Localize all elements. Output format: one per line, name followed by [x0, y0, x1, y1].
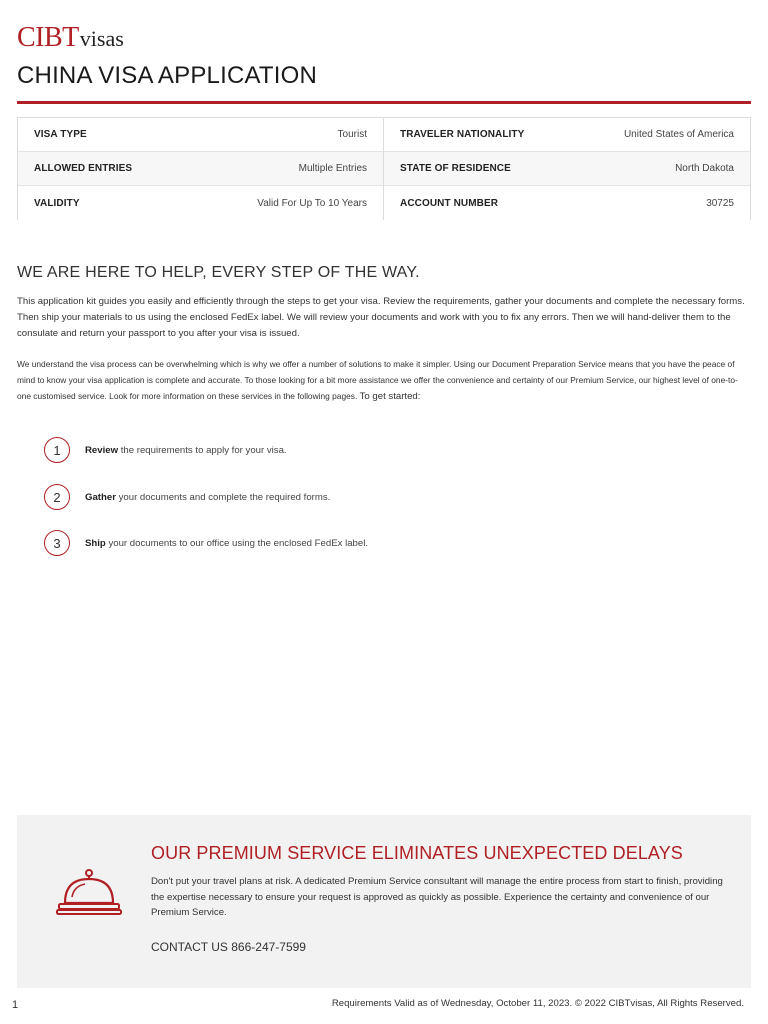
- info-label: VALIDITY: [34, 197, 80, 209]
- help-heading: WE ARE HERE TO HELP, EVERY STEP OF THE WAY.: [17, 264, 420, 281]
- premium-description: Don't put your travel plans at risk. A dedicated Premium Service consultant will manage the entire process from start to finish, providing the expertise necessary to ensure your request is approved as quickly as possible. Experience the certainty and convenience of our Premium Service.: [151, 876, 723, 918]
- info-row-state-of-residence: [384, 152, 750, 186]
- intro-paragraph: This application kit guides you easily and efficiently through the steps to get your visa. Review the requirements, gather your documents and complete the necessary forms. Then ship your materials to us using the enclosed FedEx label. We will review your documents and work with you to fix any errors. Then we will hand-deliver them to the consulate and return your passport to you after your visa is issued.: [17, 296, 745, 339]
- step-ship: [44, 530, 368, 556]
- step-keyword: Ship: [85, 537, 106, 549]
- footer-note: Requirements Valid as of Wednesday, October 11, 2023. © 2022 CIBTvisas, All Rights Reserved.: [331, 998, 744, 1009]
- cibtvisas-logo: [17, 22, 124, 52]
- service-bell-icon: [55, 867, 123, 917]
- info-label: ACCOUNT NUMBER: [400, 197, 499, 209]
- info-row-traveler-nationality: [384, 118, 750, 152]
- logo-suffix: visas: [79, 26, 124, 51]
- info-row-allowed-entries: [18, 152, 383, 186]
- contact-line: [151, 940, 306, 954]
- contact-label: CONTACT US: [151, 940, 228, 954]
- info-label: STATE OF RESIDENCE: [400, 163, 511, 174]
- title-divider: [17, 101, 751, 104]
- info-label: TRAVELER NATIONALITY: [400, 129, 525, 140]
- info-value: Tourist: [337, 129, 367, 140]
- visa-info-table: [17, 117, 751, 220]
- intro-paragraph-secondary-text: We understand the visa process can be overwhelming which is why we offer a number of solutions to make it simpler. Using our Document Preparation Service means that you have the peace of mind to know your visa application is complete and accurate. To those looking for a bit more assistance we offer the convenience and certainty of our Premium Service, our highest level of one-to-one customised service. Look for more information on these services in the following pages.: [17, 359, 738, 401]
- info-row-validity: [18, 186, 383, 220]
- info-column-right: [384, 118, 750, 220]
- step-text: [85, 492, 330, 503]
- step-number-badge: 1: [44, 437, 70, 463]
- info-value: North Dakota: [675, 163, 734, 174]
- step-text: [85, 538, 368, 549]
- info-value: Multiple Entries: [298, 163, 367, 174]
- info-row-account-number: [384, 186, 750, 220]
- info-value: Valid For Up To 10 Years: [257, 197, 367, 209]
- logo-brand: CIBT: [17, 22, 79, 53]
- step-text: [85, 445, 287, 456]
- step-keyword: Gather: [85, 491, 116, 503]
- step-number-badge: 3: [44, 530, 70, 556]
- get-started-text: To get started:: [359, 391, 421, 402]
- info-label: ALLOWED ENTRIES: [34, 163, 133, 174]
- step-description: your documents and complete the required forms.: [115, 491, 331, 503]
- step-description: the requirements to apply for your visa.: [118, 444, 287, 456]
- page-title: CHINA VISA APPLICATION: [17, 62, 318, 89]
- step-keyword: Review: [85, 444, 119, 456]
- premium-title: OUR PREMIUM SERVICE ELIMINATES UNEXPECTED DELAYS: [151, 843, 683, 863]
- info-value: United States of America: [623, 129, 734, 140]
- info-value: 30725: [706, 197, 734, 209]
- contact-phone[interactable]: 866-247-7599: [231, 940, 306, 954]
- step-gather: [44, 484, 330, 510]
- info-label: VISA TYPE: [34, 129, 87, 140]
- step-number-badge: 2: [44, 484, 70, 510]
- intro-paragraph-secondary: [17, 356, 751, 405]
- info-column-left: [18, 118, 384, 220]
- page-number: 1: [12, 999, 19, 1011]
- step-description: your documents to our office using the enclosed FedEx label.: [105, 537, 369, 549]
- premium-service-panel: [17, 815, 751, 988]
- step-review: [44, 437, 287, 463]
- info-row-visa-type: [18, 118, 383, 152]
